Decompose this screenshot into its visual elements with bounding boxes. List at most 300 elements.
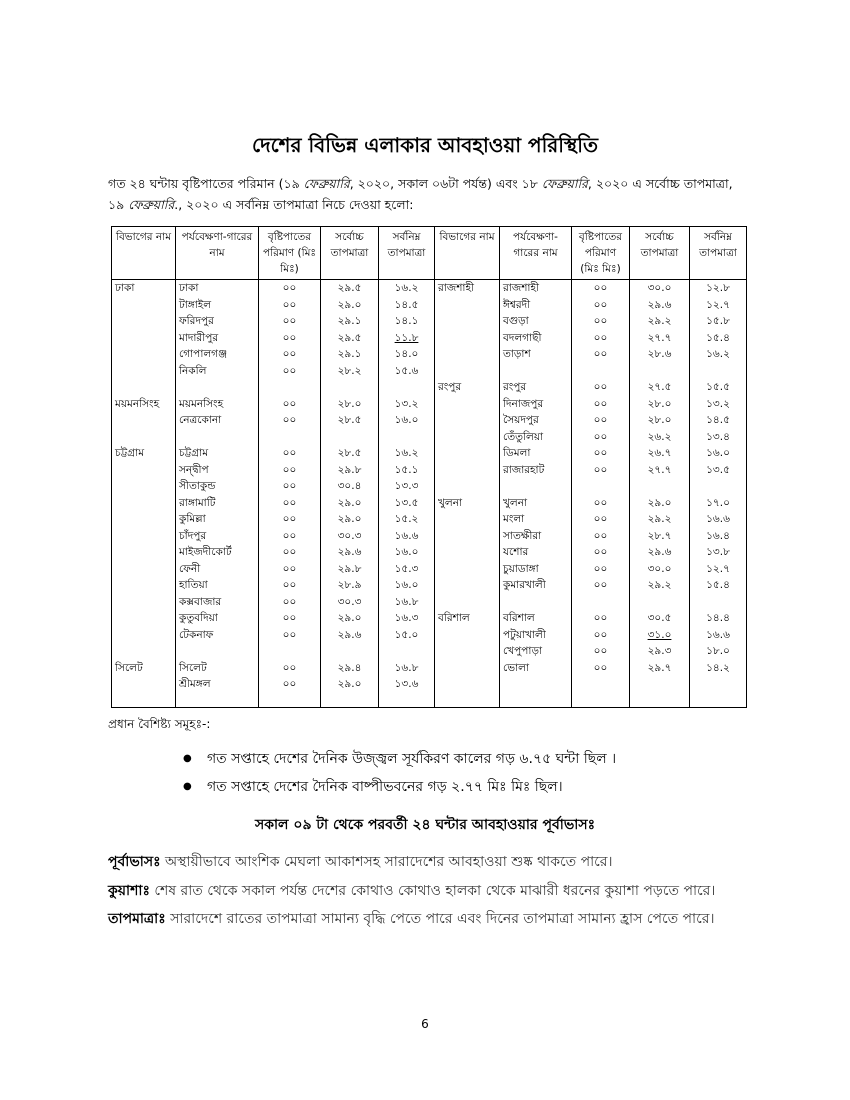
table-cell: কুতুবদিয়া xyxy=(176,610,259,627)
table-cell xyxy=(112,346,176,363)
table-cell: চট্টগ্রাম xyxy=(176,445,259,462)
table-cell: ০০ xyxy=(259,462,321,479)
table-cell: ১৫.০ xyxy=(379,627,435,644)
table-cell: ০০ xyxy=(572,528,630,545)
table-cell xyxy=(500,693,572,708)
table-cell: সিলেট xyxy=(176,660,259,677)
table-row xyxy=(112,610,747,627)
table-cell xyxy=(112,313,176,330)
table-cell xyxy=(112,363,176,380)
table-row xyxy=(112,528,747,545)
table-cell: ০০ xyxy=(259,594,321,611)
table-cell: ২৯.৫ xyxy=(321,280,379,297)
table-cell: ১৩.৫ xyxy=(690,462,747,479)
table-cell: ২৯.৬ xyxy=(630,544,690,561)
table-cell: ২৮.৭ xyxy=(630,528,690,545)
table-cell xyxy=(435,363,500,380)
table-cell: ঈশ্বরদী xyxy=(500,297,572,314)
table-cell: রাজশাহী xyxy=(435,280,500,297)
table-cell: ২৯.০ xyxy=(321,297,379,314)
table-cell: কক্সবাজার xyxy=(176,594,259,611)
table-cell: ১৫.৮ xyxy=(690,313,747,330)
table-cell xyxy=(630,594,690,611)
table-cell: ০০ xyxy=(259,445,321,462)
table-cell: খুলনা xyxy=(435,495,500,512)
col-station: পর্যবেক্ষণা-গারের নাম xyxy=(500,227,572,280)
table-cell: ফরিদপুর xyxy=(176,313,259,330)
table-cell: ১২.৭ xyxy=(690,561,747,578)
table-cell: টাঙ্গাইল xyxy=(176,297,259,314)
table-cell xyxy=(435,429,500,446)
table-cell xyxy=(112,594,176,611)
table-cell: খেপুপাড়া xyxy=(500,643,572,660)
table-cell xyxy=(176,693,259,708)
table-cell: ১৫.৩ xyxy=(379,561,435,578)
table-cell: ২৯.৬ xyxy=(630,297,690,314)
table-row xyxy=(112,660,747,677)
table-header-row xyxy=(112,227,747,280)
table-cell: ২৯.১ xyxy=(321,313,379,330)
table-cell: ২৯.৭ xyxy=(630,660,690,677)
table-cell xyxy=(500,363,572,380)
table-cell: ২৯.৬ xyxy=(321,627,379,644)
table-cell xyxy=(690,676,747,693)
table-cell: ০০ xyxy=(572,577,630,594)
table-cell: ০০ xyxy=(259,495,321,512)
table-cell: ২৮.০ xyxy=(630,396,690,413)
table-cell: চুয়াডাঙ্গা xyxy=(500,561,572,578)
table-cell xyxy=(435,676,500,693)
table-row xyxy=(112,544,747,561)
table-cell: ০০ xyxy=(572,280,630,297)
table-cell: বরিশাল xyxy=(500,610,572,627)
table-cell xyxy=(176,643,259,660)
table-cell: ২৯.০ xyxy=(321,610,379,627)
table-cell: ০০ xyxy=(572,346,630,363)
table-cell: মাইজদীকোর্ট xyxy=(176,544,259,561)
table-cell xyxy=(572,478,630,495)
table-cell: ১৭.০ xyxy=(690,495,747,512)
table-cell xyxy=(112,429,176,446)
table-cell xyxy=(379,429,435,446)
table-row xyxy=(112,412,747,429)
table-cell: ০০ xyxy=(572,544,630,561)
table-cell xyxy=(379,643,435,660)
table-cell: ১৬.০ xyxy=(379,412,435,429)
table-cell: ১৪.৫ xyxy=(690,412,747,429)
table-cell xyxy=(259,643,321,660)
table-cell: ২৬.৭ xyxy=(630,445,690,462)
table-cell xyxy=(259,379,321,396)
table-cell: ০০ xyxy=(572,511,630,528)
table-cell: ১৬.৮ xyxy=(379,660,435,677)
table-cell xyxy=(259,693,321,708)
table-cell: পটুয়াখালী xyxy=(500,627,572,644)
table-cell: দিনাজপুর xyxy=(500,396,572,413)
table-cell xyxy=(572,693,630,708)
table-cell: ০০ xyxy=(259,627,321,644)
table-cell: ২৯.০ xyxy=(321,495,379,512)
table-cell: ১৬.৮ xyxy=(379,594,435,611)
table-cell xyxy=(435,462,500,479)
table-cell: ১৬.০ xyxy=(379,544,435,561)
table-cell: ২৯.২ xyxy=(630,313,690,330)
table-cell: ২৯.৫ xyxy=(321,330,379,347)
table-cell: ০০ xyxy=(572,643,630,660)
table-cell: ১২.৭ xyxy=(690,297,747,314)
table-cell: ১৫.৪ xyxy=(690,330,747,347)
table-cell: রংপুর xyxy=(500,379,572,396)
table-cell: ২৮.০ xyxy=(321,396,379,413)
page-number: 6 xyxy=(421,1017,429,1031)
table-cell: ০০ xyxy=(572,610,630,627)
table-cell: ১৩.৮ xyxy=(690,544,747,561)
table-cell xyxy=(690,693,747,708)
table-cell xyxy=(321,643,379,660)
table-cell xyxy=(690,363,747,380)
table-row xyxy=(112,379,747,396)
table-cell: রাঙ্গামাটি xyxy=(176,495,259,512)
table-cell xyxy=(112,676,176,693)
table-cell: ০০ xyxy=(572,330,630,347)
table-cell: ২৯.৬ xyxy=(321,544,379,561)
table-cell xyxy=(435,643,500,660)
table-cell: ১৬.৬ xyxy=(379,528,435,545)
table-cell xyxy=(690,594,747,611)
table-cell: ১৫.৬ xyxy=(379,363,435,380)
table-row xyxy=(112,676,747,693)
table-cell: ১৬.২ xyxy=(379,445,435,462)
table-cell xyxy=(112,577,176,594)
table-cell: ০০ xyxy=(259,313,321,330)
table-cell: ১৪.১ xyxy=(379,313,435,330)
temperature-line: তাপমাত্রাঃ সারাদেশে রাতের তাপমাত্রা সামান্য বৃদ্ধি পেতে পারে এবং দিনের তাপমাত্রা সামান্য হ্রাস পেতে পারে। xyxy=(108,911,715,927)
table-cell: ভোলা xyxy=(500,660,572,677)
table-cell xyxy=(630,363,690,380)
table-row xyxy=(112,445,747,462)
table-cell: ০০ xyxy=(259,577,321,594)
table-cell: ২৮.৫ xyxy=(321,445,379,462)
table-cell: ০০ xyxy=(572,379,630,396)
table-cell xyxy=(500,594,572,611)
table-row xyxy=(112,462,747,479)
table-cell: কুমারখালী xyxy=(500,577,572,594)
table-cell: ১৬.৬ xyxy=(690,627,747,644)
table-cell: ১৪.০ xyxy=(379,346,435,363)
table-cell xyxy=(435,330,500,347)
table-cell xyxy=(435,660,500,677)
table-cell xyxy=(259,429,321,446)
table-cell xyxy=(112,511,176,528)
table-cell: ২৯.০ xyxy=(321,511,379,528)
table-cell: ০০ xyxy=(572,429,630,446)
table-cell: ১৩.৫ xyxy=(379,495,435,512)
col-min-temp: সর্বনিম্ন তাপমাত্রা xyxy=(379,227,435,280)
table-cell: ০০ xyxy=(259,528,321,545)
table-cell: ০০ xyxy=(259,561,321,578)
table-cell: ১৫.১ xyxy=(379,462,435,479)
table-cell: ২৮.৫ xyxy=(321,412,379,429)
table-cell xyxy=(176,379,259,396)
table-cell: ২৮.২ xyxy=(321,363,379,380)
table-cell: ০০ xyxy=(572,396,630,413)
col-min-temp: সর্বনিম্ন তাপমাত্রা xyxy=(690,227,747,280)
table-cell xyxy=(112,643,176,660)
table-cell xyxy=(112,544,176,561)
table-cell: ২৭.৭ xyxy=(630,462,690,479)
table-cell xyxy=(572,676,630,693)
table-cell xyxy=(321,429,379,446)
table-cell xyxy=(112,495,176,512)
table-cell: ৩১.০ xyxy=(630,627,690,644)
table-cell: ০০ xyxy=(572,313,630,330)
table-cell: ১৬.৪ xyxy=(690,528,747,545)
table-row xyxy=(112,396,747,413)
table-cell xyxy=(112,627,176,644)
table-cell: ৩০.৩ xyxy=(321,594,379,611)
table-cell: তাড়াশ xyxy=(500,346,572,363)
table-cell: ফেনী xyxy=(176,561,259,578)
table-cell: ০০ xyxy=(572,660,630,677)
table-cell xyxy=(435,346,500,363)
table-cell: ১৩.৬ xyxy=(379,676,435,693)
table-cell: ১৫.৫ xyxy=(690,379,747,396)
table-cell: ০০ xyxy=(259,412,321,429)
table-cell: ০০ xyxy=(259,363,321,380)
table-cell: সৈয়দপুর xyxy=(500,412,572,429)
table-cell: ১৪.৪ xyxy=(690,610,747,627)
intro-paragraph: গত ২৪ ঘন্টায় বৃষ্টিপাতের পরিমান (১৯ ফেব্রুয়ারি, ২০২০, সকাল ০৬টা পর্যন্ত) এবং ১৮ ফেব্রুয়ারি, ২০২০ এ সর্বোচ্চ তাপমাত্রা, ১৯ ফেব্রুয়ারি., ২০২০ এ সর্বনিম্ন তাপমাত্রা নিচে দেওয়া হলো: xyxy=(108,176,733,212)
page-title: দেশের বিভিন্ন এলাকার আবহাওয়া পরিস্থিতি xyxy=(251,133,598,157)
table-cell: ০০ xyxy=(259,346,321,363)
table-cell: ২৯.৮ xyxy=(321,561,379,578)
table-cell xyxy=(435,478,500,495)
features-list xyxy=(185,745,616,801)
table-cell: ১১.৮ xyxy=(379,330,435,347)
table-cell xyxy=(112,478,176,495)
table-cell xyxy=(690,478,747,495)
table-cell: ২৭.৫ xyxy=(630,379,690,396)
table-cell: ২৯.৮ xyxy=(321,462,379,479)
table-cell xyxy=(435,594,500,611)
table-cell: ১৬.৬ xyxy=(690,511,747,528)
table-cell: ২৯.৪ xyxy=(321,660,379,677)
table-cell: ২৬.২ xyxy=(630,429,690,446)
table-cell: ১৬.২ xyxy=(379,280,435,297)
table-row xyxy=(112,577,747,594)
table-cell xyxy=(435,544,500,561)
table-cell: ০০ xyxy=(572,445,630,462)
table-row xyxy=(112,280,747,297)
table-cell: ০০ xyxy=(572,627,630,644)
table-cell: ঢাকা xyxy=(176,280,259,297)
table-cell xyxy=(435,297,500,314)
table-cell: ১৫.৪ xyxy=(690,577,747,594)
table-cell: ২৯.২ xyxy=(630,511,690,528)
list-item: ● গত সপ্তাহে দেশের দৈনিক বাষ্পীভবনের গড় ২.৭৭ মিঃ মিঃ ছিল। xyxy=(185,773,616,801)
table-cell: গোপালগঞ্জ xyxy=(176,346,259,363)
table-cell: বরিশাল xyxy=(435,610,500,627)
table-cell: খুলনা xyxy=(500,495,572,512)
table-cell: শ্রীমঙ্গল xyxy=(176,676,259,693)
table-cell xyxy=(112,693,176,708)
table-cell: ০০ xyxy=(259,610,321,627)
table-cell: ১৮.০ xyxy=(690,643,747,660)
table-cell: ৩০.০ xyxy=(630,280,690,297)
weather-table xyxy=(111,226,747,708)
table-cell: সিলেট xyxy=(112,660,176,677)
col-max-temp: সর্বোচ্চ তাপমাত্রা xyxy=(321,227,379,280)
table-cell xyxy=(112,330,176,347)
table-cell xyxy=(435,561,500,578)
table-cell xyxy=(572,594,630,611)
table-cell: নেত্রকোনা xyxy=(176,412,259,429)
table-cell: ০০ xyxy=(572,462,630,479)
table-cell: ০০ xyxy=(259,676,321,693)
table-row xyxy=(112,363,747,380)
col-rainfall: বৃষ্টিপাতের পরিমাণ (মিঃ মিঃ) xyxy=(259,227,321,280)
table-cell: ০০ xyxy=(259,660,321,677)
table-cell: সন্দ্বীপ xyxy=(176,462,259,479)
table-cell xyxy=(112,561,176,578)
table-cell xyxy=(435,511,500,528)
table-cell: ০০ xyxy=(259,478,321,495)
table-row xyxy=(112,346,747,363)
table-cell: ০০ xyxy=(259,297,321,314)
table-row xyxy=(112,478,747,495)
table-cell xyxy=(379,379,435,396)
table-cell xyxy=(572,363,630,380)
table-row xyxy=(112,594,747,611)
table-cell xyxy=(435,313,500,330)
table-cell: নিকলি xyxy=(176,363,259,380)
table-cell: বগুড়া xyxy=(500,313,572,330)
table-cell: ২৯.৩ xyxy=(630,643,690,660)
table-cell: ময়মনসিংহ xyxy=(176,396,259,413)
table-cell: সাতক্ষীরা xyxy=(500,528,572,545)
table-cell xyxy=(112,528,176,545)
table-cell xyxy=(500,676,572,693)
table-cell xyxy=(435,627,500,644)
table-cell: ২৯.০ xyxy=(630,495,690,512)
table-row xyxy=(112,330,747,347)
table-cell: ০০ xyxy=(259,396,321,413)
table-cell: চট্টগ্রাম xyxy=(112,445,176,462)
features-heading: প্রধান বৈশিষ্ট্য সমূহঃ-: xyxy=(108,717,211,731)
table-cell xyxy=(630,478,690,495)
table-cell: ১৪.২ xyxy=(690,660,747,677)
table-cell: ঢাকা xyxy=(112,280,176,297)
table-cell xyxy=(321,379,379,396)
table-row xyxy=(112,429,747,446)
table-cell: ময়মনসিংহ xyxy=(112,396,176,413)
table-cell xyxy=(112,462,176,479)
table-cell xyxy=(435,693,500,708)
col-max-temp: সর্বোচ্চ তাপমাত্রা xyxy=(630,227,690,280)
col-rainfall: বৃষ্টিপাতের পরিমাণ (মিঃ মিঃ) xyxy=(572,227,630,280)
table-cell: যশোর xyxy=(500,544,572,561)
table-cell: ৩০.৪ xyxy=(321,478,379,495)
table-cell: ২৯.১ xyxy=(321,346,379,363)
table-cell: ১৩.৩ xyxy=(379,478,435,495)
table-cell: ১২.৮ xyxy=(690,280,747,297)
table-cell xyxy=(321,693,379,708)
table-cell xyxy=(500,478,572,495)
table-row xyxy=(112,643,747,660)
table-cell: ১৬.২ xyxy=(690,346,747,363)
table-cell: ডিমলা xyxy=(500,445,572,462)
table-cell xyxy=(630,693,690,708)
table-cell: ০০ xyxy=(259,330,321,347)
table-cell xyxy=(435,577,500,594)
table-cell: ১৩.২ xyxy=(690,396,747,413)
table-cell: ২৮.৬ xyxy=(630,346,690,363)
forecast-line: পূর্বাভাসঃ অস্থায়ীভাবে আংশিক মেঘলা আকাশসহ সারাদেশের আবহাওয়া শুষ্ক থাকতে পারে। xyxy=(108,854,613,870)
table-cell xyxy=(379,693,435,708)
table-cell: ০০ xyxy=(572,495,630,512)
table-cell xyxy=(435,528,500,545)
table-cell: চাঁদপুর xyxy=(176,528,259,545)
fog-line: কুয়াশাঃ শেষ রাত থেকে সকাল পর্যন্ত দেশের কোথাও কোথাও হালকা থেকে মাঝারী ধরনের কুয়াশা পড়তে পারে। xyxy=(108,883,716,899)
table-cell: ৩০.৫ xyxy=(630,610,690,627)
table-cell: রাজশাহী xyxy=(500,280,572,297)
table-cell: মাদারীপুর xyxy=(176,330,259,347)
table-row xyxy=(112,495,747,512)
table-cell: ১৪.৫ xyxy=(379,297,435,314)
table-cell: রাজারহাট xyxy=(500,462,572,479)
col-station: পর্যবেক্ষণা-গারের নাম xyxy=(176,227,259,280)
table-cell: বদলগাছী xyxy=(500,330,572,347)
table-cell xyxy=(176,429,259,446)
table-cell: ৩০.৩ xyxy=(321,528,379,545)
table-cell xyxy=(435,445,500,462)
table-cell: রংপুর xyxy=(435,379,500,396)
table-cell: টেকনাফ xyxy=(176,627,259,644)
table-cell: ০০ xyxy=(572,297,630,314)
table-cell: ০০ xyxy=(572,412,630,429)
table-cell xyxy=(112,379,176,396)
table-cell: ১৩.৪ xyxy=(690,429,747,446)
table-cell: ২৯.০ xyxy=(321,676,379,693)
table-cell: ০০ xyxy=(259,511,321,528)
table-cell: ১৬.০ xyxy=(690,445,747,462)
table-cell: মংলা xyxy=(500,511,572,528)
table-row xyxy=(112,627,747,644)
table-cell xyxy=(112,610,176,627)
table-row xyxy=(112,561,747,578)
table-cell xyxy=(112,412,176,429)
table-cell: ০০ xyxy=(259,544,321,561)
table-cell: হাতিয়া xyxy=(176,577,259,594)
table-row xyxy=(112,297,747,314)
table-cell: ২৯.২ xyxy=(630,577,690,594)
table-cell xyxy=(630,676,690,693)
table-cell: ৩০.০ xyxy=(630,561,690,578)
table-row xyxy=(112,313,747,330)
table-row xyxy=(112,511,747,528)
table-cell xyxy=(112,297,176,314)
col-division: বিভাগের নাম xyxy=(435,227,500,280)
table-cell: ১৬.৩ xyxy=(379,610,435,627)
table-cell: ১৫.২ xyxy=(379,511,435,528)
forecast-heading: সকাল ০৯ টা থেকে পরবর্তী ২৪ ঘন্টার আবহাওয়ার পূর্বাভাসঃ xyxy=(254,817,596,833)
table-cell: ২৮.৯ xyxy=(321,577,379,594)
table-cell: কুমিল্লা xyxy=(176,511,259,528)
table-cell: ১৩.২ xyxy=(379,396,435,413)
table-cell: সীতাকুন্ড xyxy=(176,478,259,495)
table-cell xyxy=(435,412,500,429)
table-cell: ১৬.০ xyxy=(379,577,435,594)
